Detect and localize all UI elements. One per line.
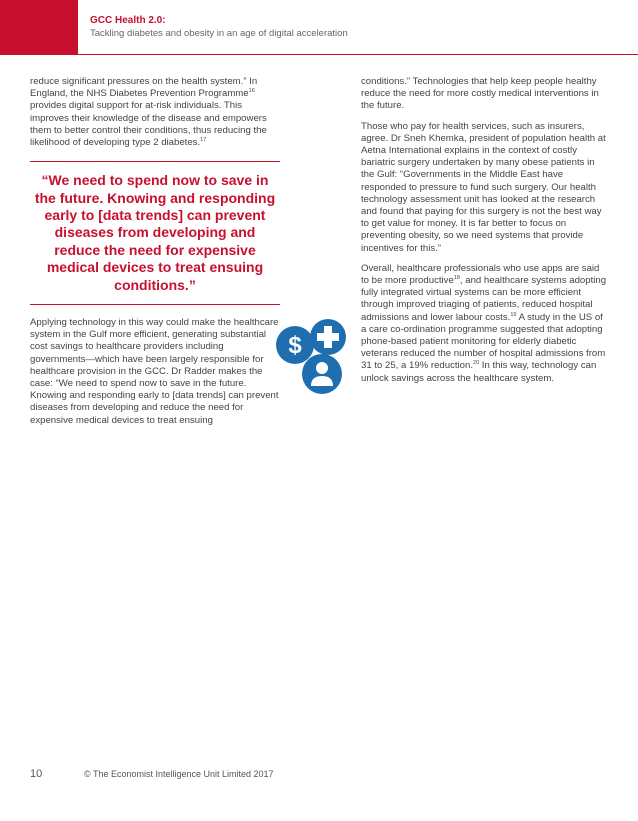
footnote-ref[interactable]: 18 [453,274,460,281]
body-paragraph: Those who pay for health services, such as insurers, agree. Dr Sneh Khemka, president of population health at Aetna International explains in the context of costly bariatric surgery undertaken by many obese patients in the Gulf: “Governments in the Middle East have responded to pressure to fund such surgery. Our health technology assessment unit has looked at the research and found that paying for this surgery is not the best way to get value for money. It is far better to focus on preventing obesity, so we need systems that provide incentives for this.” [361,120,606,254]
person-icon [302,354,342,394]
report-title: GCC Health 2.0: [90,15,166,26]
footnote-ref[interactable]: 16 [248,88,255,95]
svg-text:$: $ [288,332,302,359]
footnote-ref[interactable]: 20 [473,360,480,367]
body-paragraph: Applying technology in this way could make the healthcare system in the Gulf more efficient, generating substantial cost savings to healthcare providers including governments—which have been largely responsible for healthcare provision in the GCC. Dr Radder makes the case: “We need to spend now to save in the future. Knowing and responding early to [data trends] can prevent diseases from developing and reduce the need for expensive medical devices to treat ensuing [30,317,279,426]
right-column [361,76,607,393]
left-column [30,76,280,435]
footnote-ref[interactable]: 17 [200,136,207,143]
header-rule [78,54,638,55]
medical-plus-icon [310,319,346,355]
body-paragraph: reduce significant pressures on the health system.” In England, the NHS Diabetes Prevention Programme$^{16}$ provides digital support for at-risk individuals. This improves their knowledge of the disease and empowers them to better control their conditions, thus reducing the likelihood of developing type 2 diabetes.$^{17}$ [30,76,267,149]
report-subtitle: Tackling diabetes and obesity in an age of digital acceleration [90,28,348,39]
body-paragraph: Overall, healthcare professionals who use apps are said to be more productive$^{18}$, and healthcare systems adopting fully integrated virtual systems can be more efficient through improved triaging of patients, reduced hospital admissions and lower labour costs.$^{19}$ A study in the US of a care co-ordination programme suggested that adopting phone-based patient monitoring for elderly diabetic veterans reduced the number of hospital admissions from 31 to 25, a 19% reduction.$^{20}$ In this way, technology can unlock savings across the healthcare system. [361,262,607,384]
page-number: 10 [30,768,43,780]
copyright: © The Economist Intelligence Unit Limited 2017 [84,769,274,779]
body-paragraph: conditions.” Technologies that help keep people healthy reduce the need for more costly medical interventions in the future. [361,76,599,112]
footnote-ref[interactable]: 19 [510,311,517,318]
header-red-tab [0,0,78,55]
healthcare-icon-group [275,318,355,398]
pull-quote: “We need to spend now to save in the future. Knowing and responding early to [data trends] can prevent diseases from developing and reduce the need for expensive medical devices to treat ensuing conditions.” [30,161,280,305]
dollar-icon [276,326,314,364]
